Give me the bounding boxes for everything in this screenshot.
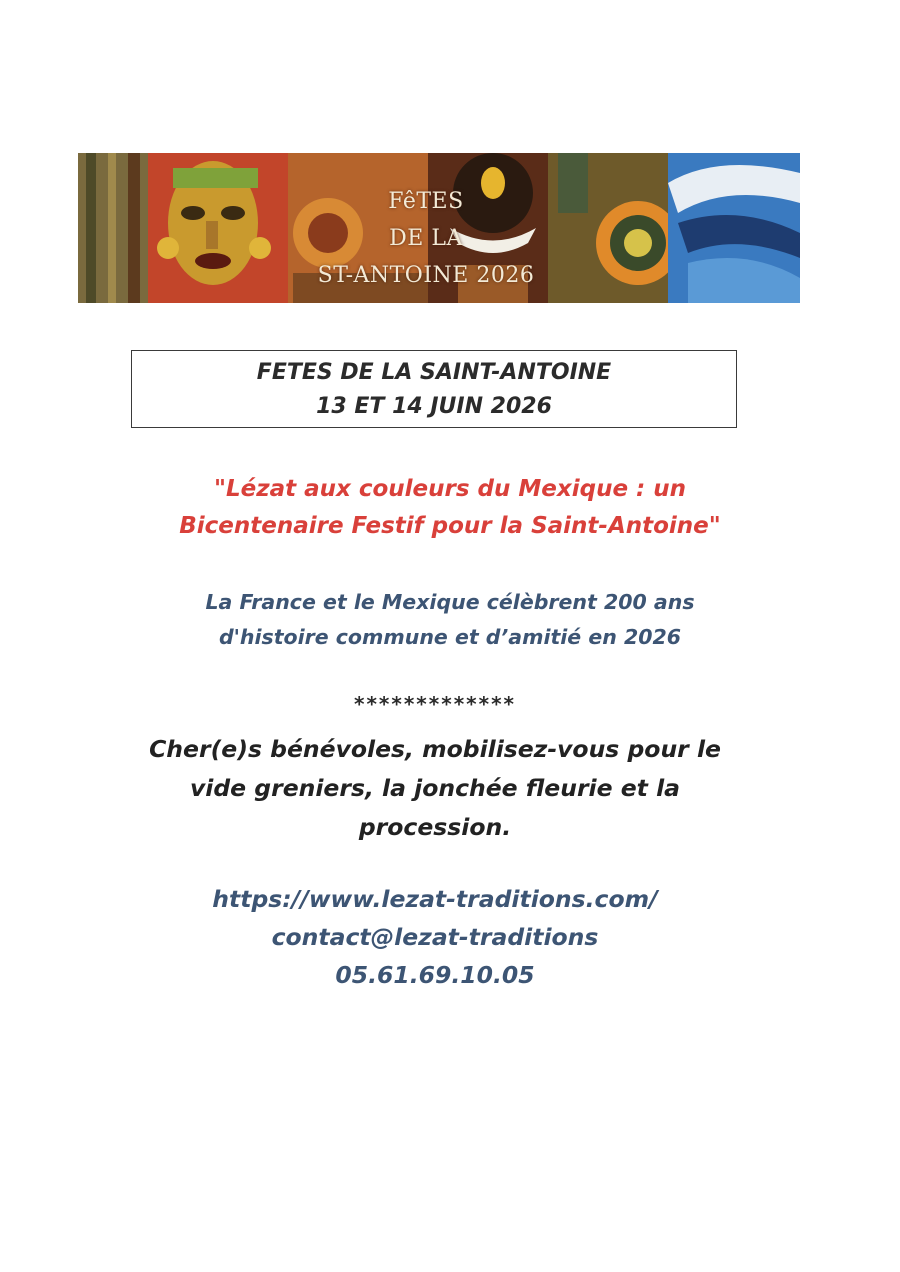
intro-line-2: d'histoire commune et d’amitié en 2026 bbox=[218, 625, 682, 649]
theme-line-2: Bicentenaire Festif pour la Saint-Antoine" bbox=[179, 513, 721, 539]
banner-line-3: ST-ANTOINE 2026 bbox=[317, 263, 535, 288]
appeal-line-1: Cher(e)s bénévoles, mobilisez-vous pour le bbox=[149, 735, 721, 763]
event-dates: 13 ET 14 JUIN 2026 bbox=[316, 394, 552, 419]
theme-heading bbox=[100, 471, 800, 545]
website-link[interactable]: https://www.lezat-traditions.com/ bbox=[212, 885, 658, 913]
email-link[interactable]: contact@lezat-traditions bbox=[271, 923, 599, 951]
appeal-line-2: vide greniers, la jonchée fleurie et la bbox=[189, 774, 680, 802]
event-title: FETES DE LA SAINT-ANTOINE bbox=[256, 360, 612, 385]
banner-title bbox=[296, 183, 556, 294]
intro-text bbox=[100, 585, 800, 655]
appeal-line-3: procession. bbox=[358, 813, 512, 841]
event-title-box bbox=[131, 350, 737, 428]
contact-block bbox=[100, 880, 770, 994]
intro-line-1: La France et le Mexique célèbrent 200 ans bbox=[205, 590, 695, 614]
separator: ************* bbox=[354, 692, 516, 716]
banner-image bbox=[78, 153, 800, 303]
phone-number: 05.61.69.10.05 bbox=[335, 961, 535, 989]
volunteer-appeal bbox=[100, 730, 770, 847]
banner-line-2: DE LA bbox=[389, 226, 463, 251]
banner-line-1: FêTES bbox=[388, 189, 464, 214]
theme-line-1: "Lézat aux couleurs du Mexique : un bbox=[213, 476, 687, 502]
